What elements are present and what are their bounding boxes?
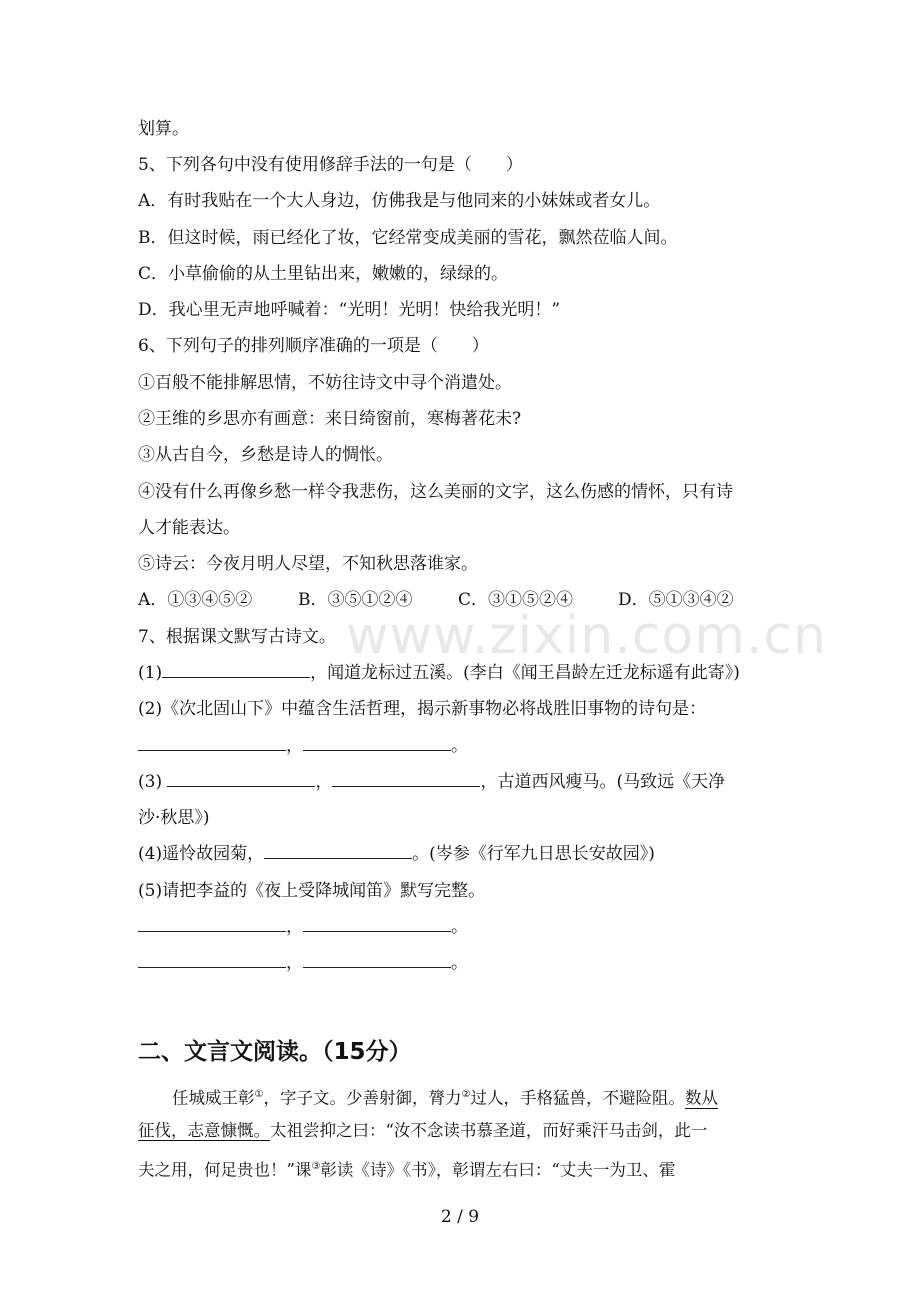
option-6a: A．①③④⑤②	[138, 590, 253, 610]
option-5b: B．但这时候，雨已经化了妆，它经常变成美丽的雪花，飘然莅临人间。	[138, 228, 678, 248]
section-title: 二、文言文阅读。（15分）	[138, 1039, 412, 1065]
item-7-5-answer-2	[138, 951, 468, 975]
underlined-text: 数从	[684, 1088, 718, 1108]
item-text: 。(岑参《行军九日思长安故园》)	[412, 844, 655, 864]
question-5: 5、下列各句中没有使用修辞手法的一句是（ ）	[138, 155, 523, 175]
item-number: (1)	[138, 663, 163, 683]
item-text: ，闻道龙标过五溪。(李白《闻王昌龄左迁龙标遥有此寄》)	[310, 663, 740, 683]
text-run: 过人，手格猛兽，不避险阻。	[470, 1088, 685, 1108]
item-7-5: (5)请把李益的《夜上受降城闻笛》默写完整。	[138, 881, 486, 901]
answer-blank[interactable]	[332, 770, 480, 787]
text-run: ，字子文。少善射御，膂力	[263, 1088, 462, 1108]
item-7-5-answer-1	[138, 915, 468, 939]
item-7-3-cont: 沙·秋思》)	[138, 808, 210, 828]
item-7-1	[138, 661, 740, 685]
item-7-2: (2)《次北固山下》中蕴含生活哲理，揭示新事物必将战胜旧事物的诗句是：	[138, 699, 707, 719]
footnote-mark: ③	[311, 1161, 321, 1172]
answer-blank[interactable]	[303, 734, 451, 751]
question-6-options	[138, 588, 734, 612]
sentence-3: ③从古自今，乡愁是诗人的惆怅。	[138, 445, 393, 465]
period: 。	[451, 917, 468, 937]
text-run: 彰读《诗》《书》，彰谓左右曰：“丈夫一为卫、霍	[320, 1160, 676, 1180]
footnote-mark: ②	[461, 1089, 471, 1100]
option-5d: D．我心里无声地呼喊着：“光明！光明！快给我光明！”	[138, 300, 561, 320]
option-5c: C．小草偷偷的从土里钻出来，嫩嫩的，绿绿的。	[138, 264, 509, 284]
item-text: ，古道西风瘦马。(马致远《天净	[480, 772, 726, 792]
question-7: 7、根据课文默写古诗文。	[138, 627, 336, 647]
item-7-2-answer	[138, 734, 468, 758]
underlined-text: 征伐，志意慷慨。	[138, 1121, 270, 1140]
answer-blank[interactable]	[138, 951, 286, 968]
sentence-4: ④没有什么再像乡愁一样令我悲伤，这么美丽的文字，这么伤感的情怀，只有诗	[138, 482, 733, 502]
sentence-4-cont: 人才能表达。	[138, 518, 240, 538]
footnote-mark: ①	[254, 1089, 264, 1100]
text-line: 划算。	[138, 119, 189, 139]
answer-blank[interactable]	[162, 661, 310, 678]
answer-blank[interactable]	[303, 915, 451, 932]
comma: ，	[286, 917, 303, 937]
option-6d: D．⑤①③④②	[618, 590, 734, 610]
answer-blank[interactable]	[138, 915, 286, 932]
item-7-4	[138, 842, 655, 866]
text-run: 任城威王彰	[172, 1088, 255, 1108]
answer-blank[interactable]	[138, 734, 286, 751]
period: 。	[451, 736, 468, 756]
item-number: (3)	[138, 772, 168, 792]
option-5a: A．有时我贴在一个大人身边，仿佛我是与他同来的小妹妹或者女儿。	[138, 191, 661, 211]
watermark: www.zixin.com.cn	[346, 606, 827, 666]
text-run: 夫之用，何足贵也！”课	[138, 1160, 312, 1180]
question-6: 6、下列句子的排列顺序准确的一项是（ ）	[138, 336, 489, 356]
option-6b: B．③⑤①②④	[298, 590, 413, 610]
text-run: 太祖尝抑之曰：“汝不念读书慕圣道，而好乘汗马击剑，此一	[270, 1121, 708, 1140]
item-text: (4)遥怜故园菊，	[138, 844, 265, 864]
page-number: 2 / 9	[440, 1207, 480, 1227]
sentence-1: ①百般不能排解思情，不妨往诗文中寻个消遣处。	[138, 373, 512, 393]
answer-blank[interactable]	[303, 951, 451, 968]
period: 。	[451, 953, 468, 973]
comma: ，	[286, 736, 303, 756]
sentence-5: ⑤诗云：今夜月明人尽望，不知秋思落谁家。	[138, 554, 478, 574]
sentence-2: ②王维的乡思亦有画意：来日绮窗前，寒梅著花未?	[138, 409, 522, 429]
answer-blank[interactable]	[167, 770, 315, 787]
option-6c: C．③①⑤②④	[458, 590, 574, 610]
classical-line-1	[138, 1083, 784, 1111]
classical-line-2	[138, 1119, 784, 1143]
item-7-3	[138, 770, 725, 794]
comma: ，	[315, 772, 333, 792]
comma: ，	[286, 953, 303, 973]
answer-blank[interactable]	[264, 842, 412, 859]
classical-line-3	[138, 1155, 784, 1183]
